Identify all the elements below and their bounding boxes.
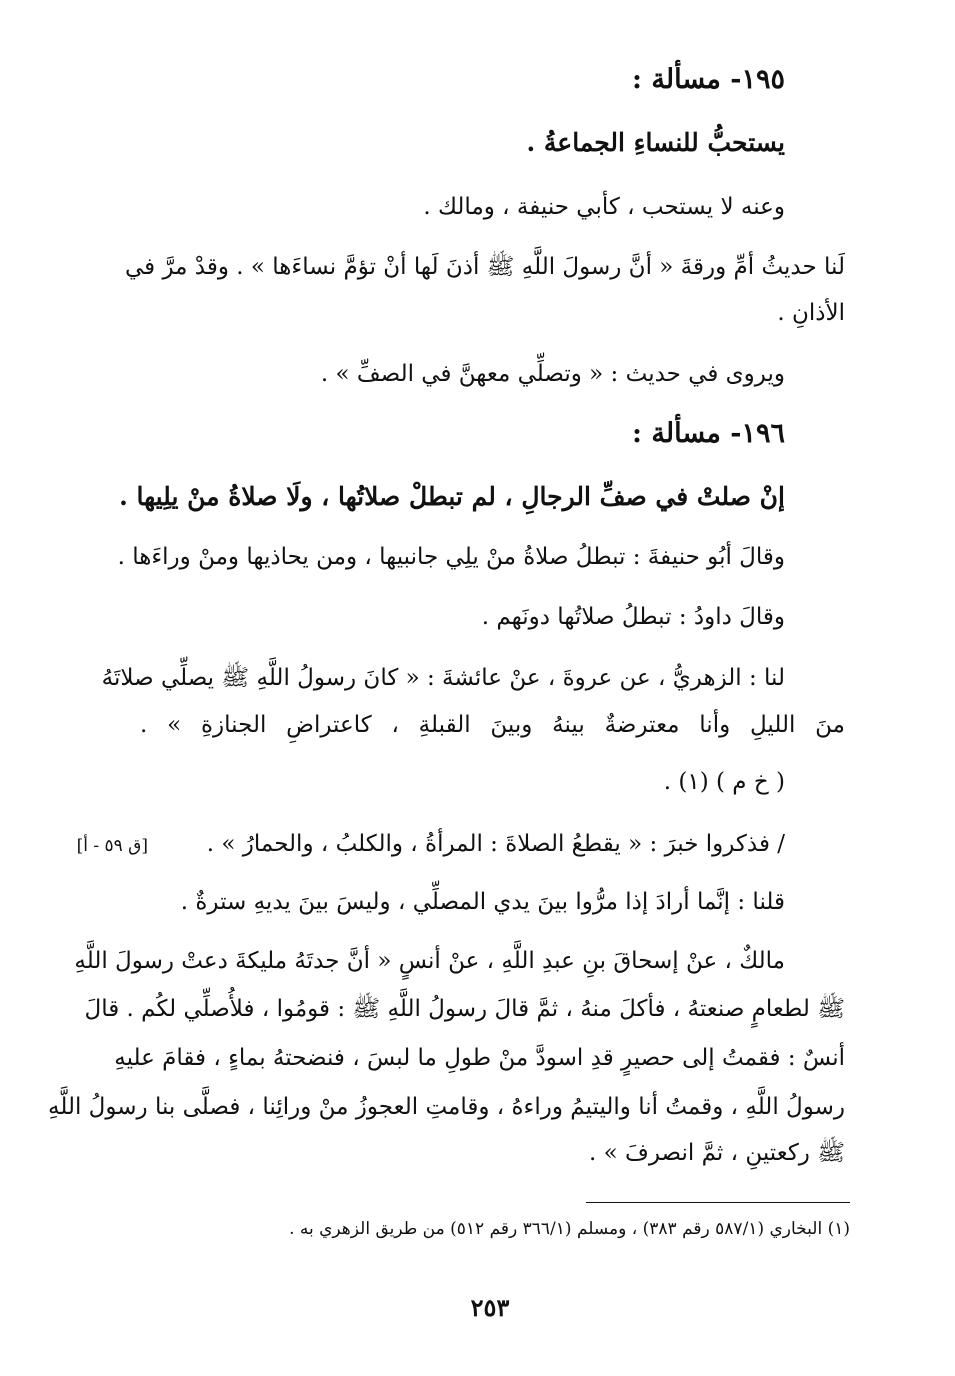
paragraph-line: رسولُ اللَّهِ ، وقمتُ أنا واليتيمُ وراءهُ ، وقامتِ العجوزُ منْ ورائِنا ، فصلَّى بنا رسولُ اللَّهِ (48, 1094, 845, 1120)
paragraph-line: لَنا حديثُ أمِّ ورقةَ « أنَّ رسولَ اللَّهِ ﷺ أذنَ لَها أنْ تؤمَّ نساءَها » . وقدْ مرَّ في (124, 254, 845, 280)
paragraph-line: وقالَ داودُ : تبطلُ صلاتُها دونَهم . (481, 604, 785, 630)
issue-heading-196: ١٩٦- مسألة : (632, 418, 785, 449)
paragraph-line: وعنه لا يستحب ، كأبي حنيفة ، ومالك . (423, 194, 785, 220)
paragraph-line: لنا : الزهريُّ ، عن عروةَ ، عنْ عائشةَ : « كانَ رسولُ اللَّهِ ﷺ يصلِّي صلاتَهُ (101, 665, 785, 691)
page-number: ٢٥٣ (470, 1293, 510, 1322)
paragraph-line: / فذكروا خبرَ : « يقطعُ الصلاةَ : المرأةُ ، والكلبُ ، والحمارُ » . (206, 831, 785, 857)
footnote-divider (586, 1202, 850, 1203)
paragraph-line: ﷺ لطعامٍ صنعتهُ ، فأكلَ منهُ ، ثمَّ قالَ رسولُ اللَّهِ ﷺ : قومُوا ، فلأُصلِّي لكُم . قالَ (84, 996, 845, 1022)
manuscript-folio-note: [ق ٥٩ - أ] (76, 836, 148, 856)
footnote: (١) البخاري (٥٨٧/١ رقم ٣٨٣) ، ومسلم (٣٦٦/١ رقم ٥١٢) من طريق الزهري به . (289, 1219, 850, 1239)
paragraph-line: منَ الليلِ وأنا معترضةٌ بينهُ وبينَ القبلةِ ، كاعتراضِ الجنازةِ » . (140, 712, 845, 738)
paragraph-line: أنسٌ : فقمتُ إلى حصيرٍ قدِ اسودَّ منْ طولِ ما لبسَ ، فنضحتهُ بماءٍ ، فقامَ عليهِ (114, 1045, 845, 1071)
paragraph-line: وقالَ أبُو حنيفةَ : تبطلُ صلاةُ منْ يلِي جانبيها ، ومن يحاذيها ومنْ وراءَها . (117, 544, 785, 570)
paragraph-line: ﷺ ركعتينِ ، ثمَّ انصرفَ » . (589, 1140, 845, 1166)
paragraph-line: مالكٌ ، عنْ إسحاقَ بنِ عبدِ اللَّهِ ، عنْ أنسٍ « أنَّ جدتَهُ مليكةَ دعتْ رسولَ اللَّهِ (74, 948, 785, 974)
ruling-text: يستحبُّ للنساءِ الجماعةُ . (526, 128, 785, 157)
source-reference: ( خ م ) (١) . (663, 769, 785, 795)
paragraph-line: ويروى في حديث : « وتصلِّي معهنَّ في الصفِّ » . (320, 361, 785, 387)
ruling-text: إنْ صلتْ في صفِّ الرجالِ ، لم تبطلْ صلاتُها ، ولَا صلاةُ منْ يلِيها . (119, 482, 785, 511)
issue-heading-195: ١٩٥- مسألة : (632, 64, 785, 95)
paragraph-line: قلنا : إنَّما أرادَ إذا مرُّوا بينَ يدي المصلِّي ، وليسَ بينَ يديهِ سترةٌ . (180, 889, 785, 915)
paragraph-line: الأذانِ . (777, 300, 845, 326)
